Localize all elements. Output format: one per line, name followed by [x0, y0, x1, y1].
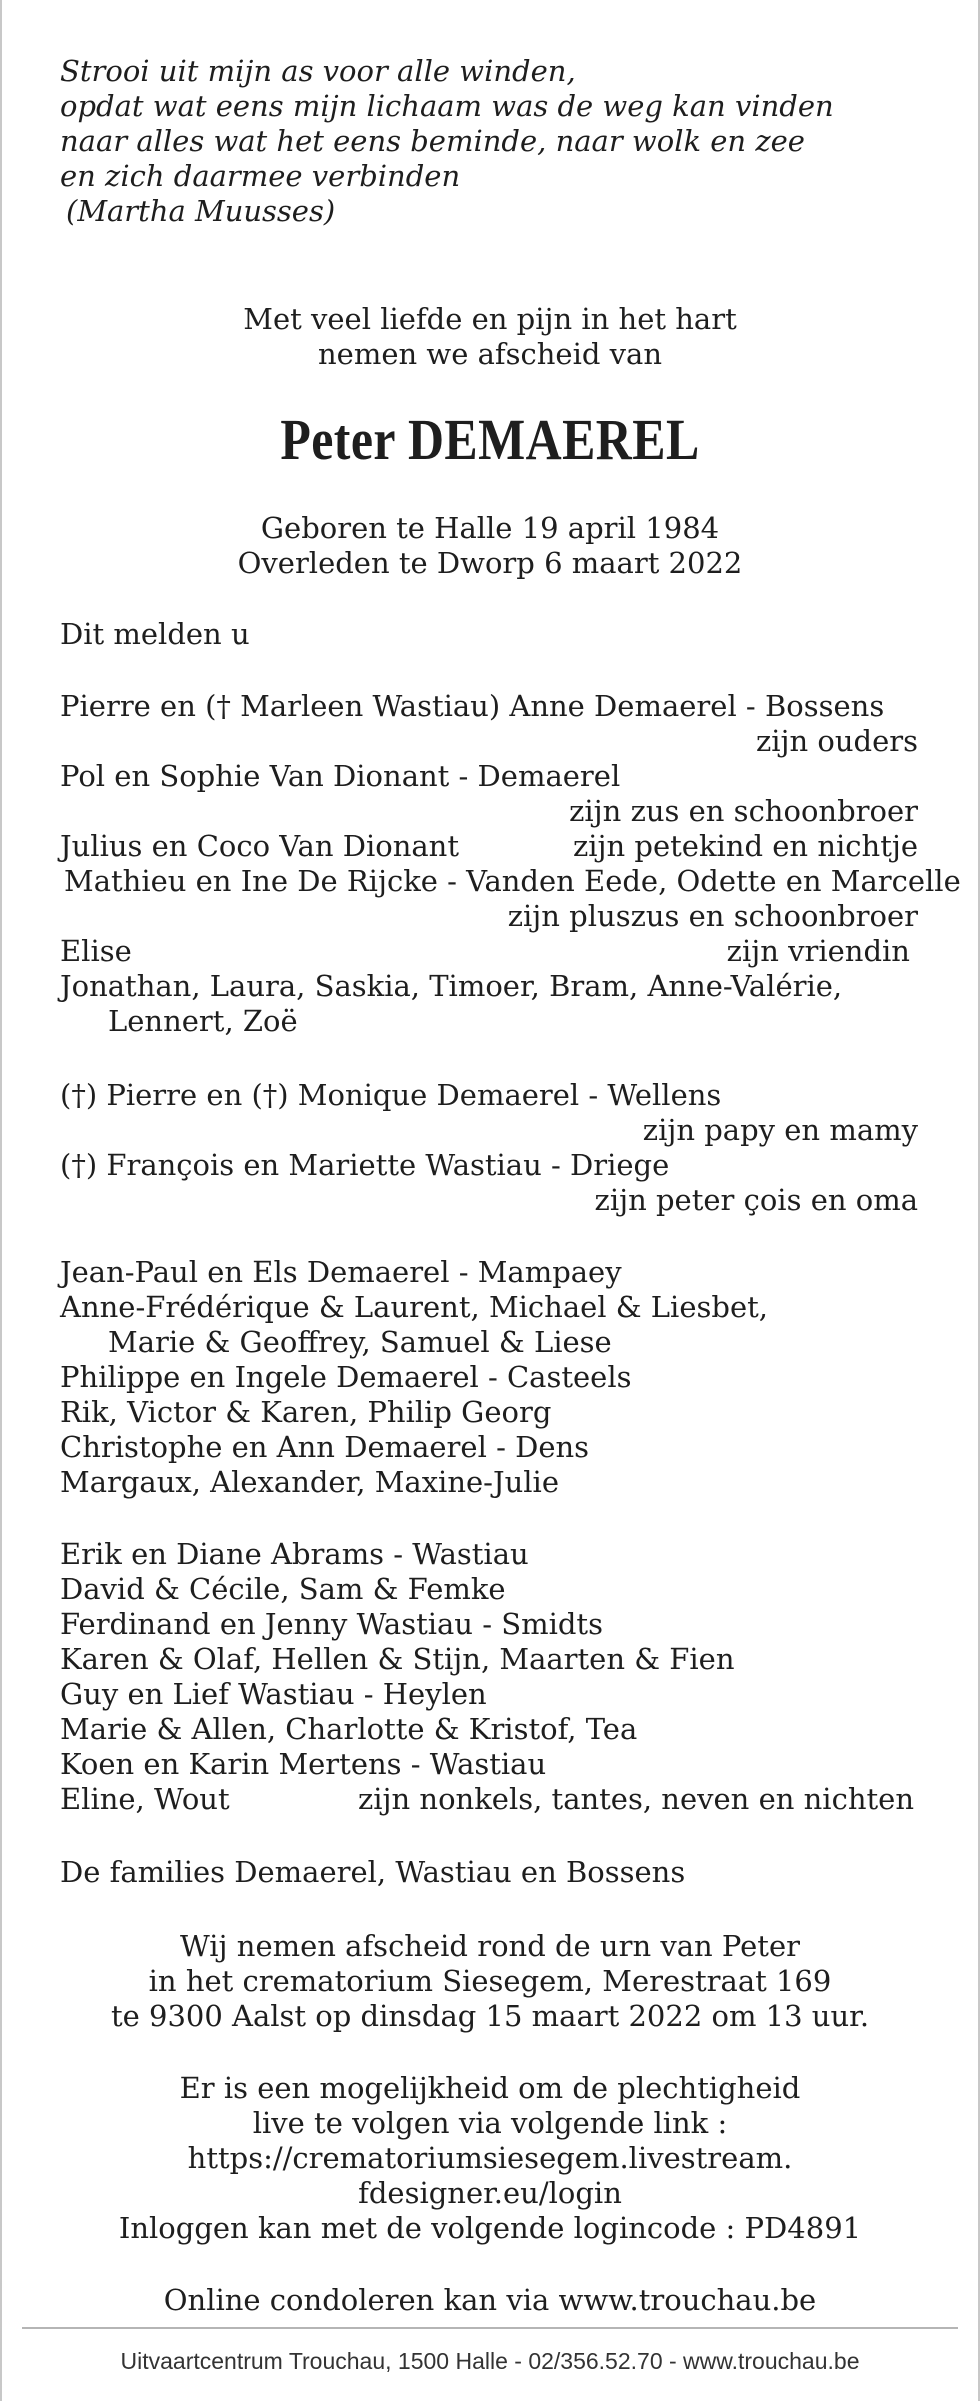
- relative-line: Margaux, Alexander, Maxine-Julie: [60, 1465, 559, 1499]
- family-line: Mathieu en Ine De Rijcke - Vanden Eede, Odette en Marcelle: [64, 864, 961, 898]
- relative-line: Koen en Karin Mertens - Wastiau: [60, 1747, 547, 1781]
- relative-line: Jean-Paul en Els Demaerel - Mampaey: [60, 1255, 622, 1289]
- footer-text: Uitvaartcentrum Trouchau, 1500 Halle - 02/356.52.70 - www.trouchau.be: [120, 2348, 860, 2374]
- poem-line: opdat wat eens mijn lichaam was de weg kan vinden: [60, 89, 834, 123]
- poem-line: en zich daarmee verbinden: [60, 159, 461, 193]
- relative-line: Marie & Allen, Charlotte & Kristof, Tea: [60, 1712, 638, 1746]
- family-relation: zijn vriendin: [726, 934, 910, 968]
- death-info: Overleden te Dworp 6 maart 2022: [237, 546, 743, 580]
- families-line: De families Demaerel, Wastiau en Bossens: [60, 1855, 686, 1889]
- relative-line: Christophe en Ann Demaerel - Dens: [60, 1430, 590, 1464]
- ceremony-line: in het crematorium Siesegem, Merestraat 169: [148, 1964, 832, 1998]
- relative-line: David & Cécile, Sam & Femke: [60, 1572, 506, 1606]
- ceremony-line: Wij nemen afscheid rond de urn van Peter: [179, 1929, 800, 1963]
- relative-line: Guy en Lief Wastiau - Heylen: [60, 1677, 487, 1711]
- intro-line: Met veel liefde en pijn in het hart: [243, 302, 737, 336]
- relative-line: Karen & Olaf, Hellen & Stijn, Maarten & Fien: [60, 1642, 735, 1676]
- livestream-link: https://crematoriumsiesegem.livestream.: [187, 2141, 793, 2175]
- condolences-line: Online condoleren kan via www.trouchau.be: [163, 2283, 817, 2317]
- family-relation: zijn ouders: [755, 724, 918, 758]
- family-relation: zijn petekind en nichtje: [572, 829, 918, 863]
- relative-line: Eline, Wout: [60, 1782, 230, 1816]
- intro-line: nemen we afscheid van: [318, 337, 662, 371]
- footer-divider: [22, 2327, 958, 2329]
- birth-info: Geboren te Halle 19 april 1984: [260, 511, 720, 545]
- family-line: Elise: [60, 934, 132, 968]
- family-line: Lennert, Zoë: [108, 1004, 298, 1038]
- family-line: Pol en Sophie Van Dionant - Demaerel: [60, 759, 621, 793]
- relative-line: Ferdinand en Jenny Wastiau - Smidts: [60, 1607, 603, 1641]
- family-line: Julius en Coco Van Dionant: [60, 829, 460, 863]
- relative-line: Anne-Frédérique & Laurent, Michael & Liesbet,: [60, 1290, 768, 1324]
- relative-line: Rik, Victor & Karen, Philip Georg: [60, 1395, 552, 1429]
- livestream-line: live te volgen via volgende link :: [252, 2106, 728, 2140]
- deceased-name: Peter DEMAEREL: [280, 407, 700, 472]
- livestream-login: Inloggen kan met de volgende logincode : PD4891: [118, 2211, 862, 2245]
- family-line: Jonathan, Laura, Saskia, Timoer, Bram, Anne-Valérie,: [60, 969, 843, 1003]
- poem-author: (Martha Muusses): [66, 194, 336, 228]
- poem-line: naar alles wat het eens beminde, naar wolk en zee: [60, 124, 805, 158]
- grandparents-relation: zijn papy en mamy: [642, 1113, 918, 1147]
- ceremony-line: te 9300 Aalst op dinsdag 15 maart 2022 om 13 uur.: [110, 1999, 870, 2033]
- poem-line: Strooi uit mijn as voor alle winden,: [60, 54, 576, 88]
- relative-line: Philippe en Ingele Demaerel - Casteels: [60, 1360, 632, 1394]
- deceased-name-wrap: [2, 405, 978, 475]
- relative-line: Marie & Geoffrey, Samuel & Liese: [108, 1325, 612, 1359]
- grandparents-line: (†) François en Mariette Wastiau - Driege: [60, 1148, 670, 1182]
- family-relation: zijn zus en schoonbroer: [569, 794, 918, 828]
- family-line: Pierre en († Marleen Wastiau) Anne Demaerel - Bossens: [60, 689, 885, 723]
- grandparents-relation: zijn peter çois en oma: [594, 1183, 918, 1217]
- announce-text: Dit melden u: [60, 617, 250, 651]
- relatives-relation: zijn nonkels, tantes, neven en nichten: [357, 1782, 914, 1816]
- livestream-link: fdesigner.eu/login: [358, 2176, 622, 2210]
- grandparents-line: (†) Pierre en (†) Monique Demaerel - Wellens: [60, 1078, 722, 1112]
- family-relation: zijn pluszus en schoonbroer: [507, 899, 918, 933]
- relative-line: Erik en Diane Abrams - Wastiau: [60, 1537, 529, 1571]
- livestream-line: Er is een mogelijkheid om de plechtigheid: [179, 2071, 801, 2105]
